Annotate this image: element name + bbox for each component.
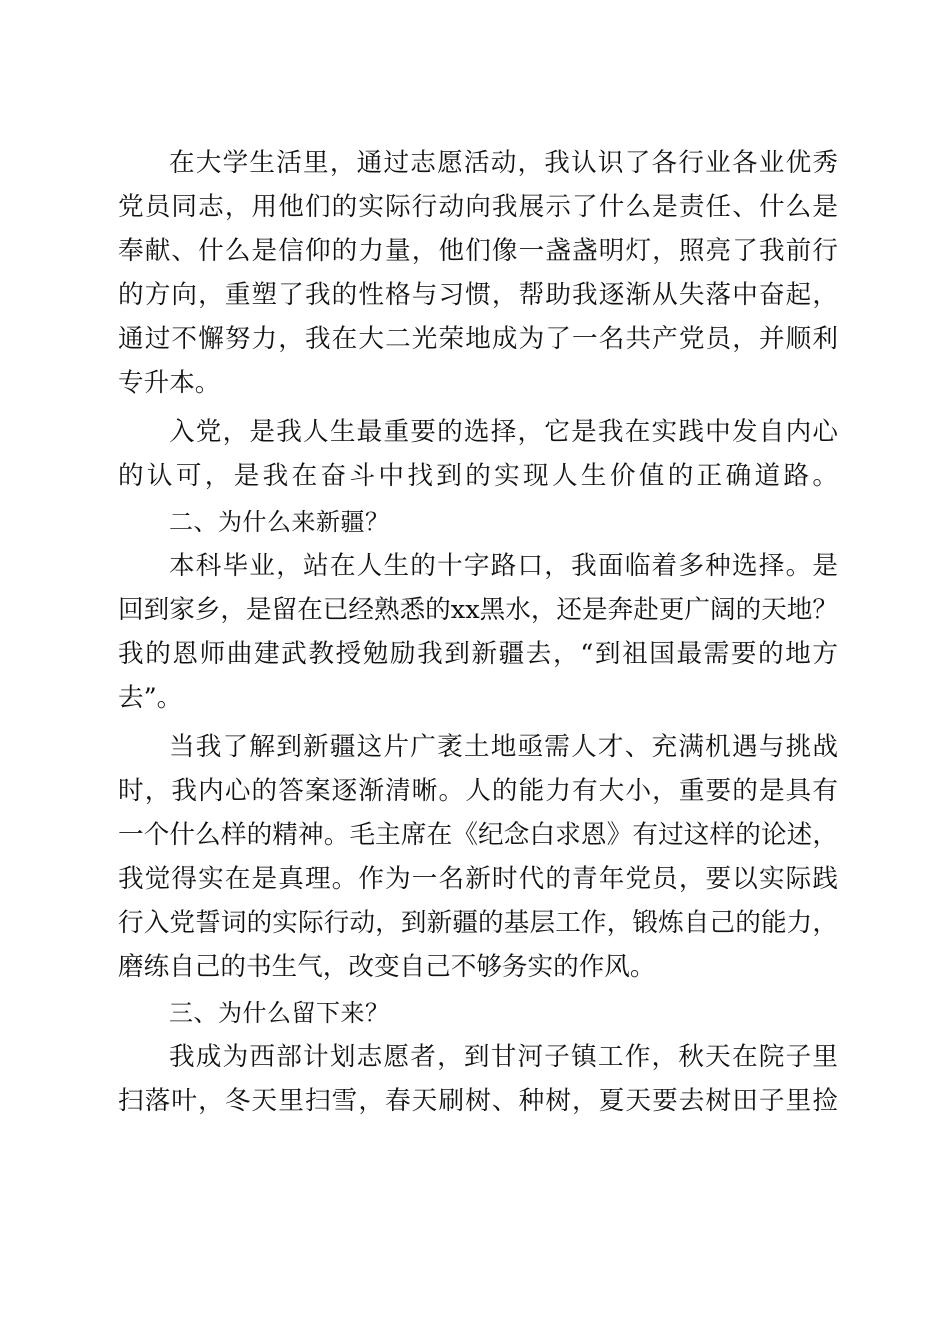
paragraph-line: 党员同志，用他们的实际行动向我展示了什么是责任、什么是 (118, 192, 838, 222)
paragraph-line: 在大学生活里，通过志愿活动，我认识了各行业各业优秀 (169, 148, 838, 178)
paragraph-line: 行入党誓词的实际行动，到新疆的基层工作，锻炼自己的能力， (118, 908, 838, 938)
paragraph-line: 一个什么样的精神。毛主席在《纪念白求恩》有过这样的论述， (118, 820, 838, 850)
paragraph-line: 入党，是我人生最重要的选择，它是我在实践中发自内心 (169, 417, 838, 447)
section-heading: 三、为什么留下来？ (169, 999, 390, 1027)
paragraph-line: 回到家乡，是留在已经熟悉的xx黑水，还是奔赴更广阔的天地？ (118, 595, 838, 625)
paragraph-line: 我成为西部计划志愿者，到甘河子镇工作，秋天在院子里 (169, 1042, 838, 1072)
paragraph-line: 扫落叶，冬天里扫雪，春天刷树、种树，夏天要去树田子里捡 (118, 1086, 838, 1116)
paragraph-line: 通过不懈努力，我在大二光荣地成为了一名共产党员，并顺利 (118, 324, 838, 354)
paragraph-line: 我觉得实在是真理。作为一名新时代的青年党员，要以实际践 (118, 864, 838, 894)
paragraph-line: 专升本。 (118, 368, 221, 398)
paragraph-line: 我的恩师曲建武教授勉励我到新疆去，“到祖国最需要的地方 (118, 639, 838, 669)
paragraph-line: 去”。 (118, 683, 183, 713)
paragraph-line: 的认可，是我在奋斗中找到的实现人生价值的正确道路。 (118, 461, 838, 491)
section-heading: 二、为什么来新疆？ (169, 508, 390, 536)
paragraph-line: 的方向，重塑了我的性格与习惯，帮助我逐渐从失落中奋起， (118, 280, 838, 310)
paragraph-line: 当我了解到新疆这片广袤土地亟需人才、充满机遇与挑战 (169, 732, 838, 762)
paragraph-line: 磨练自己的书生气，改变自己不够务实的作风。 (118, 952, 656, 982)
paragraph-line: 时，我内心的答案逐渐清晰。人的能力有大小，重要的是具有 (118, 776, 838, 806)
paragraph-line: 本科毕业，站在人生的十字路口，我面临着多种选择。是 (169, 551, 838, 581)
paragraph-line: 奉献、什么是信仰的力量，他们像一盏盏明灯，照亮了我前行 (118, 236, 838, 266)
